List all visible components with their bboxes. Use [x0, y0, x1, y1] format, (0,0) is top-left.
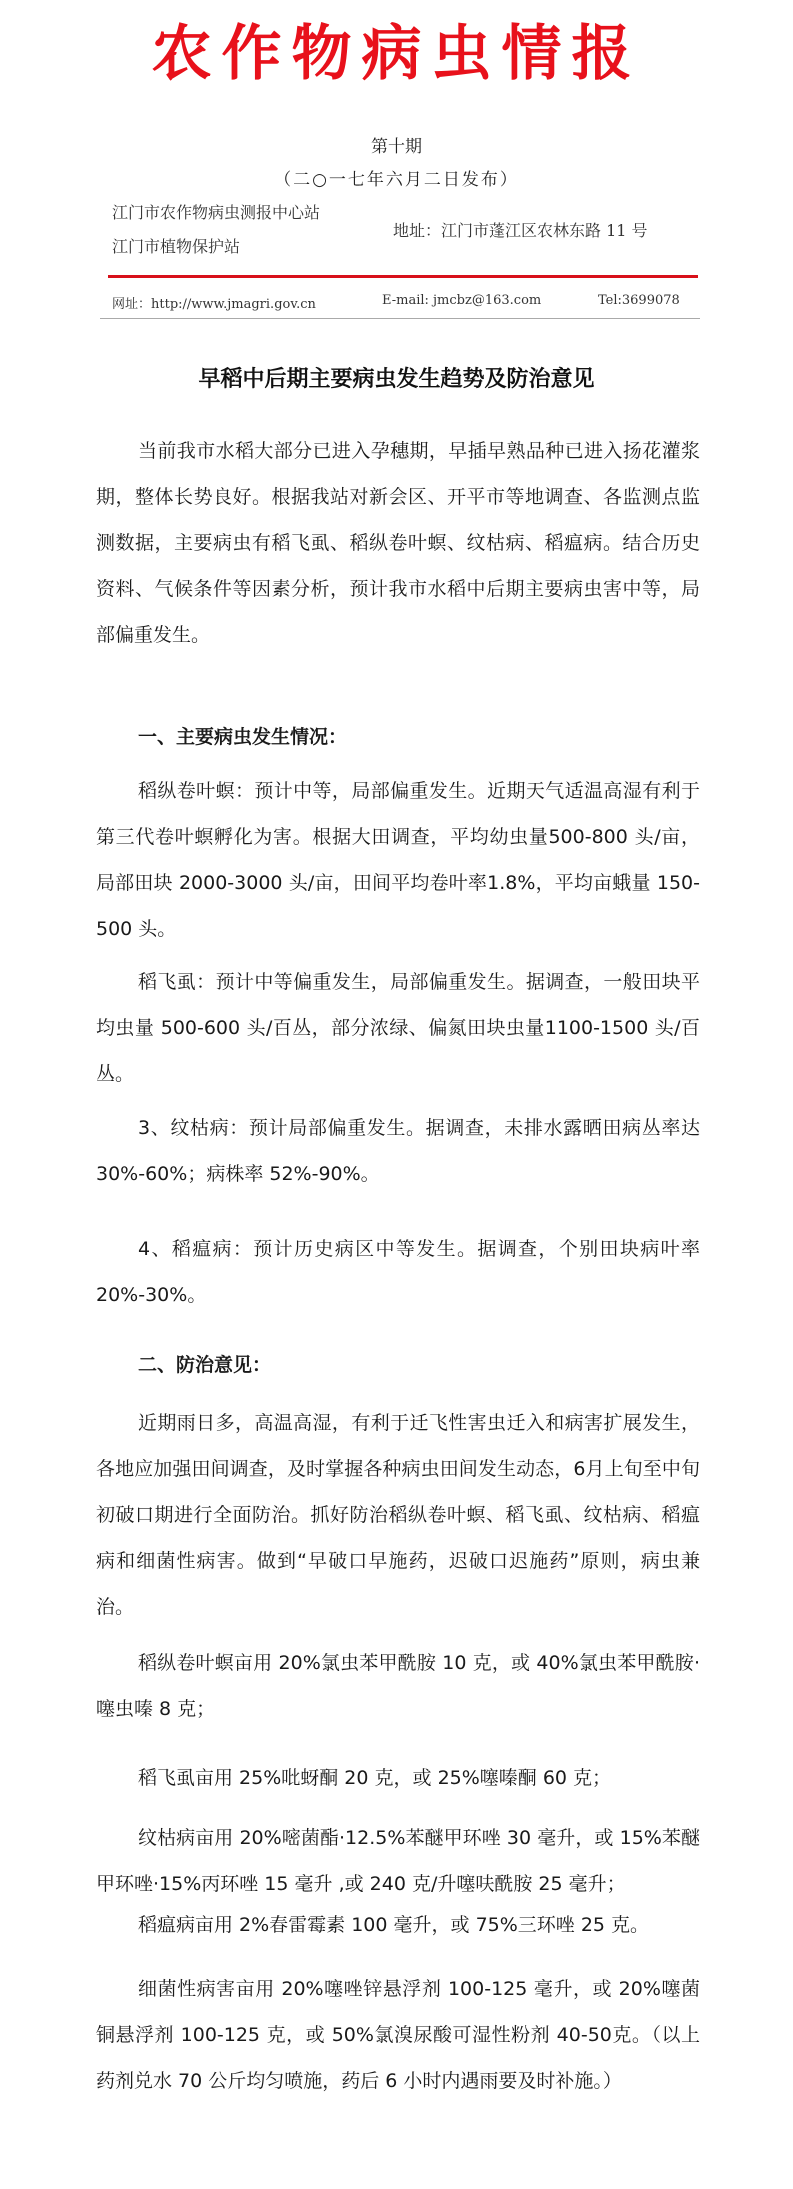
grey-divider [100, 318, 700, 319]
paragraph-sheath-blight: 3、纹枯病：预计局部偏重发生。据调查，未排水露晒田病丛率达 30%-60%；病株率 52%-90%。 [96, 1117, 700, 1185]
red-divider [108, 275, 698, 278]
issue-number: 第十期 [371, 137, 422, 157]
telephone: Tel:3699078 [598, 293, 680, 308]
paragraph-control-advice: 近期雨日多，高温高湿，有利于迁飞性害虫迁入和病害扩展发生，各地应加强田间调查，及时掌握各种病虫田间发生动态，6月上旬至中旬初破口期进行全面防治。抓好防治稻纵卷叶螟、稻飞虱、纹枯病、稻瘟病和细菌性病害。做到“早破口早施药，迟破口迟施药”原则，病虫兼治。 [96, 1412, 700, 1618]
paragraph-sheath-blight-treatment: 纹枯病亩用 20%嘧菌酯·12.5%苯醚甲环唑 30 毫升，或 15%苯醚甲环唑·15%丙环唑 15 毫升 ,或 240 克/升噻呋酰胺 25 毫升； [96, 1827, 700, 1895]
org-name-2: 江门市植物保护站 [112, 237, 241, 256]
email: E-mail: jmcbz@163.com [382, 293, 542, 308]
paragraph-leaf-roller-treatment: 稻纵卷叶螟亩用 20%氯虫苯甲酰胺 10 克，或 40%氯虫苯甲酰胺·噻虫嗪 8 克； [96, 1652, 700, 1720]
section-heading-control: 二、防治意见： [138, 1354, 272, 1376]
paragraph-bacterial-treatment: 细菌性病害亩用 20%噻唑锌悬浮剂 100-125 毫升，或 20%噻菌铜悬浮剂 100-125 克，或 50%氯溴尿酸可湿性粉剂 40-50克。（以上药剂兑水 70 公斤均匀喷施，药后 6 小时内遇雨要及时补施。） [96, 1978, 700, 2092]
org-name-1: 江门市农作物病虫测报中心站 [112, 203, 321, 222]
intro-paragraph: 当前我市水稻大部分已进入孕穗期，早插早熟品种已进入扬花灌浆期，整体长势良好。根据我站对新会区、开平市等地调查、各监测点监测数据，主要病虫有稻飞虱、稻纵卷叶螟、纹枯病、稻瘟病。结合历史资料、气候条件等因素分析，预计我市水稻中后期主要病虫害中等，局部偏重发生。 [96, 440, 700, 646]
website: 网址：http://www.jmagri.gov.cn [112, 297, 316, 312]
paragraph-rice-blast: 4、稻瘟病：预计历史病区中等发生。据调查，个别田块病叶率 20%-30%。 [96, 1238, 700, 1306]
section-heading-situation: 一、主要病虫发生情况： [138, 726, 348, 748]
masthead-title: 农作物病虫情报 [151, 19, 642, 89]
issue-date: （二○一七年六月二日发布） [274, 170, 519, 190]
address: 地址：江门市蓬江区农林东路 11 号 [393, 221, 648, 240]
paragraph-planthopper-treatment: 稻飞虱亩用 25%吡蚜酮 20 克，或 25%噻嗪酮 60 克； [138, 1767, 612, 1789]
paragraph-leaf-roller: 稻纵卷叶螟：预计中等，局部偏重发生。近期天气适温高湿有利于第三代卷叶螟孵化为害。根据大田调查，平均幼虫量500-800 头/亩，局部田块 2000-3000 头/亩，田间平均卷叶率1.8%，平均亩蛾量 150-500 头。 [96, 780, 700, 940]
paragraph-planthopper: 稻飞虱：预计中等偏重发生，局部偏重发生。据调查，一般田块平均虫量 500-600 头/百丛，部分浓绿、偏氮田块虫量1100-1500 头/百丛。 [96, 971, 700, 1085]
paragraph-rice-blast-treatment: 稻瘟病亩用 2%春雷霉素 100 毫升，或 75%三环唑 25 克。 [138, 1914, 650, 1936]
article-title: 早稻中后期主要病虫发生趋势及防治意见 [198, 367, 595, 392]
